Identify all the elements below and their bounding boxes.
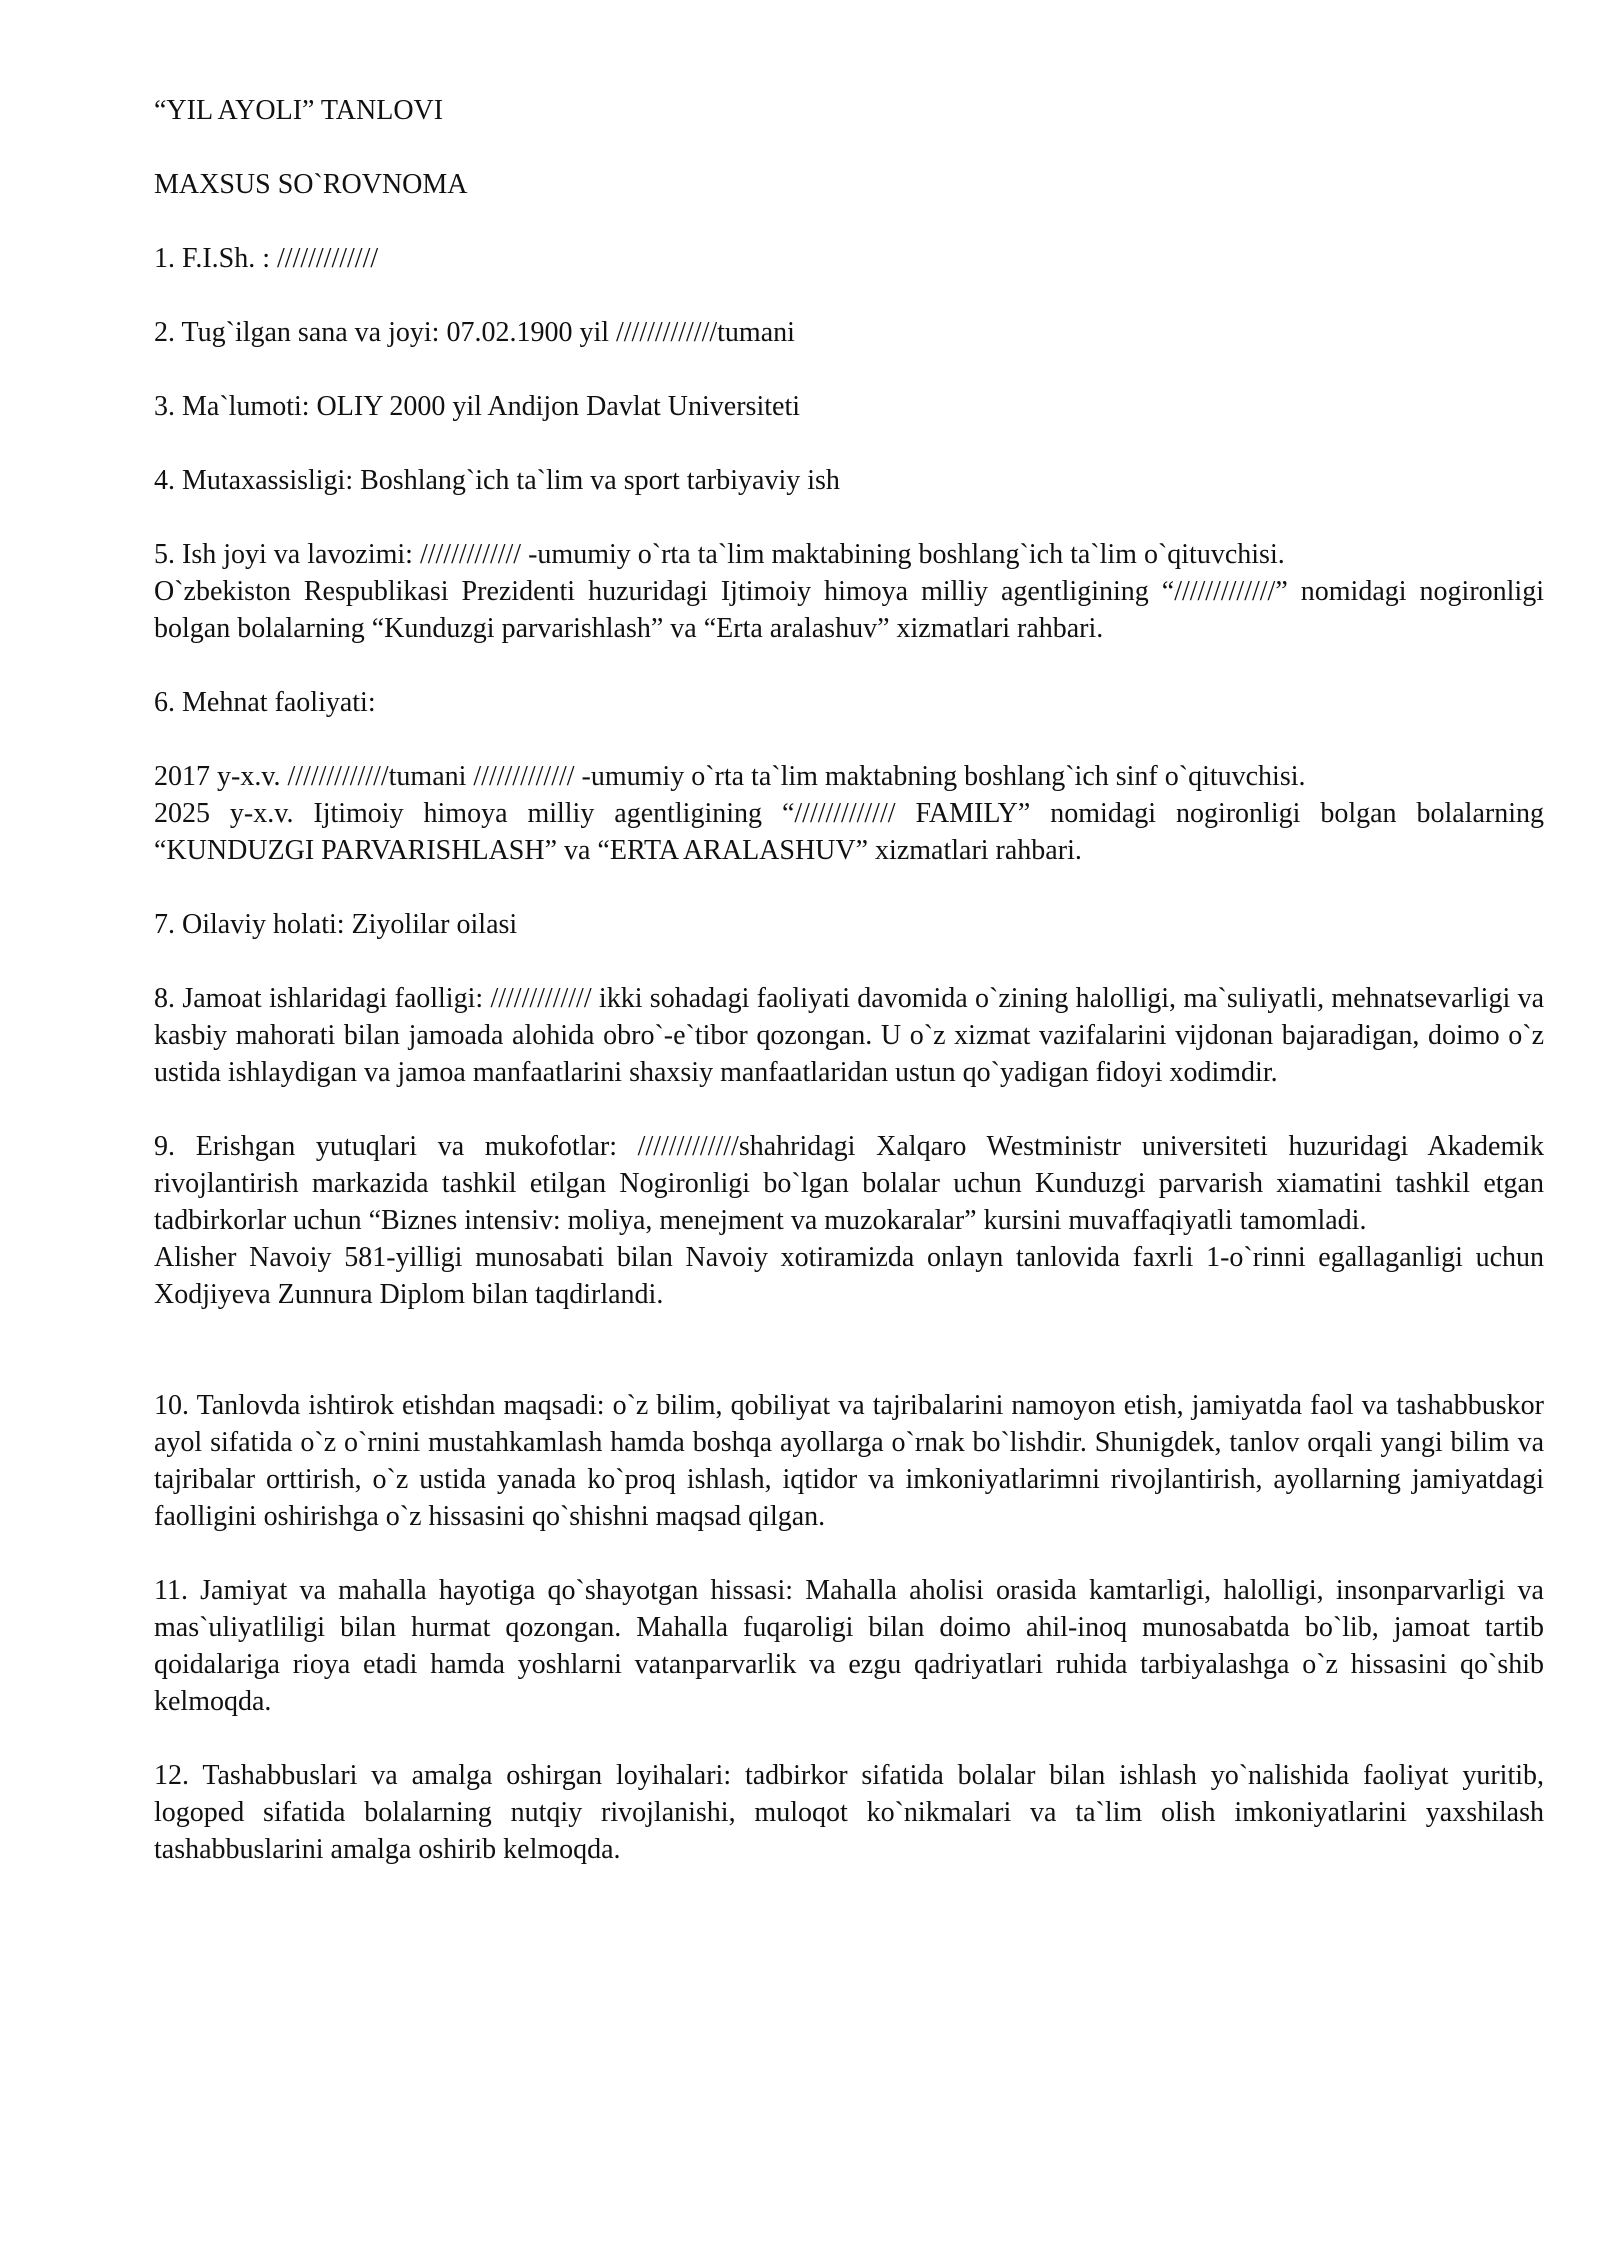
item-work-line2: 2025 y-x.v. Ijtimoiy himoya milliy agentligining “///////////// FAMILY” nomidagi nogironligi bolgan bolalarning “KUNDUZGI PARVARISHLASH” va “ERTA ARALASHUV” xizmatlari rahbari. [154, 798, 1544, 866]
item-community: 11. Jamiyat va mahalla hayotiga qo`shayotgan hissasi: Mahalla aholisi orasida kamtarligi, halolligi, insonparvarligi va mas`uliyatliligi bilan hurmat qozongan. Mahalla fuqaroligi bilan doimo ahil-inoq munosabatda bo`lib, jamoat tartib qoidalariga rioya etadi hamda yoshlarni vatanparvarlik va ezgu qadriyatlari ruhida tarbiyalashga o`z hissasini qo`shib kelmoqda. [154, 1575, 1544, 1717]
item-public-activity: 8. Jamoat ishlaridagi faolligi: ///////////// ikki sohadagi faoliyati davomida o`zining halolligi, ma`suliyatli, mehnatsevarligi va kasbiy mahorati bilan jamoada alohida obro`-e`tibor qozongan. U o`z xizmat vazifalarini vijdonan bajaradigan, doimo o`z ustida ishlaydigan va jamoa manfaatlarini shaxsiy manfaatlaridan ustun qo`yadigan fidoyi xodimdir. [154, 983, 1544, 1088]
document-subtitle: MAXSUS SO`ROVNOMA [154, 169, 468, 200]
item-achievements-p1: 9. Erishgan yutuqlari va mukofotlar: /////////////shahridagi Xalqaro Westministr universiteti huzuridagi Akademik rivojlantirish markazida tashkil etilgan Nogironligi bo`lgan bolalar uchun Kunduzgi parvarish xiamatini tashkil etgan tadbirkorlar uchun “Biznes intensiv: moliya, menejment va muzokaralar” kursini muvaffaqiyatli tamomladi. [154, 1131, 1544, 1236]
document-title: “YIL AYOLI” TANLOVI [154, 95, 444, 126]
item-education: 3. Ma`lumoti: OLIY 2000 yil Andijon Davlat Universiteti [154, 391, 800, 422]
item-work [154, 758, 1544, 869]
item-fish: 1. F.I.Sh. : ///////////// [154, 243, 379, 274]
item-initiatives: 12. Tashabbuslari va amalga oshirgan loyihalari: tadbirkor sifatida bolalar bilan ishlash yo`nalishida faoliyat yuritib, logoped sifatida bolalarning nutqiy rivojlanishi, muloqot ko`nikmalari va ta`lim olish imkoniyatlarini yaxshilash tashabbuslarini amalga oshirib kelmoqda. [154, 1760, 1544, 1865]
item-work-heading: 6. Mehnat faoliyati: [154, 687, 376, 718]
item-family: 7. Oilaviy holati: Ziyolilar oilasi [154, 909, 518, 940]
item-work-line1: 2017 y-x.v. /////////////tumani ///////////// -umumiy o`rta ta`lim maktabning boshlang`ich sinf o`qituvchisi. [154, 761, 1306, 792]
item-birth: 2. Tug`ilgan sana va joyi: 07.02.1900 yil /////////////tumani [154, 317, 795, 348]
item-achievements-p2: Alisher Navoiy 581-yilligi munosabati bilan Navoiy xotiramizda onlayn tanlovida faxrli 1-o`rinni egallaganligi uchun Xodjiyeva Zunnura Diplom bilan taqdirlandi. [154, 1242, 1544, 1310]
item-specialty: 4. Mutaxassisligi: Boshlang`ich ta`lim va sport tarbiyaviy ish [154, 465, 840, 496]
item-job-line2: O`zbekiston Respublikasi Prezidenti huzuridagi Ijtimoiy himoya milliy agentligining “/////////////” nomidagi nogironligi bolgan bolalarning “Kunduzgi parvarishlash” va “Erta aralashuv” xizmatlari rahbari. [154, 576, 1544, 644]
document-page [154, 92, 1544, 1868]
item-job [154, 536, 1544, 647]
item-goal: 10. Tanlovda ishtirok etishdan maqsadi: o`z bilim, qobiliyat va tajribalarini namoyon etish, jamiyatda faol va tashabbuskor ayol sifatida o`z o`rnini mustahkamlash hamda boshqa ayollarga o`rnak bo`lishdir. Shunigdek, tanlov orqali yangi bilim va tajribalar orttirish, o`z ustida yanada ko`proq ishlash, iqtidor va imkoniyatlarimni rivojlantirish, ayollarning jamiyatdagi faolligini oshirishga o`z hissasini qo`shishni maqsad qilgan. [154, 1390, 1544, 1532]
item-job-line1: 5. Ish joyi va lavozimi: ///////////// -umumiy o`rta ta`lim maktabining boshlang`ich ta`lim o`qituvchisi. [154, 539, 1285, 570]
item-achievements [154, 1128, 1544, 1313]
